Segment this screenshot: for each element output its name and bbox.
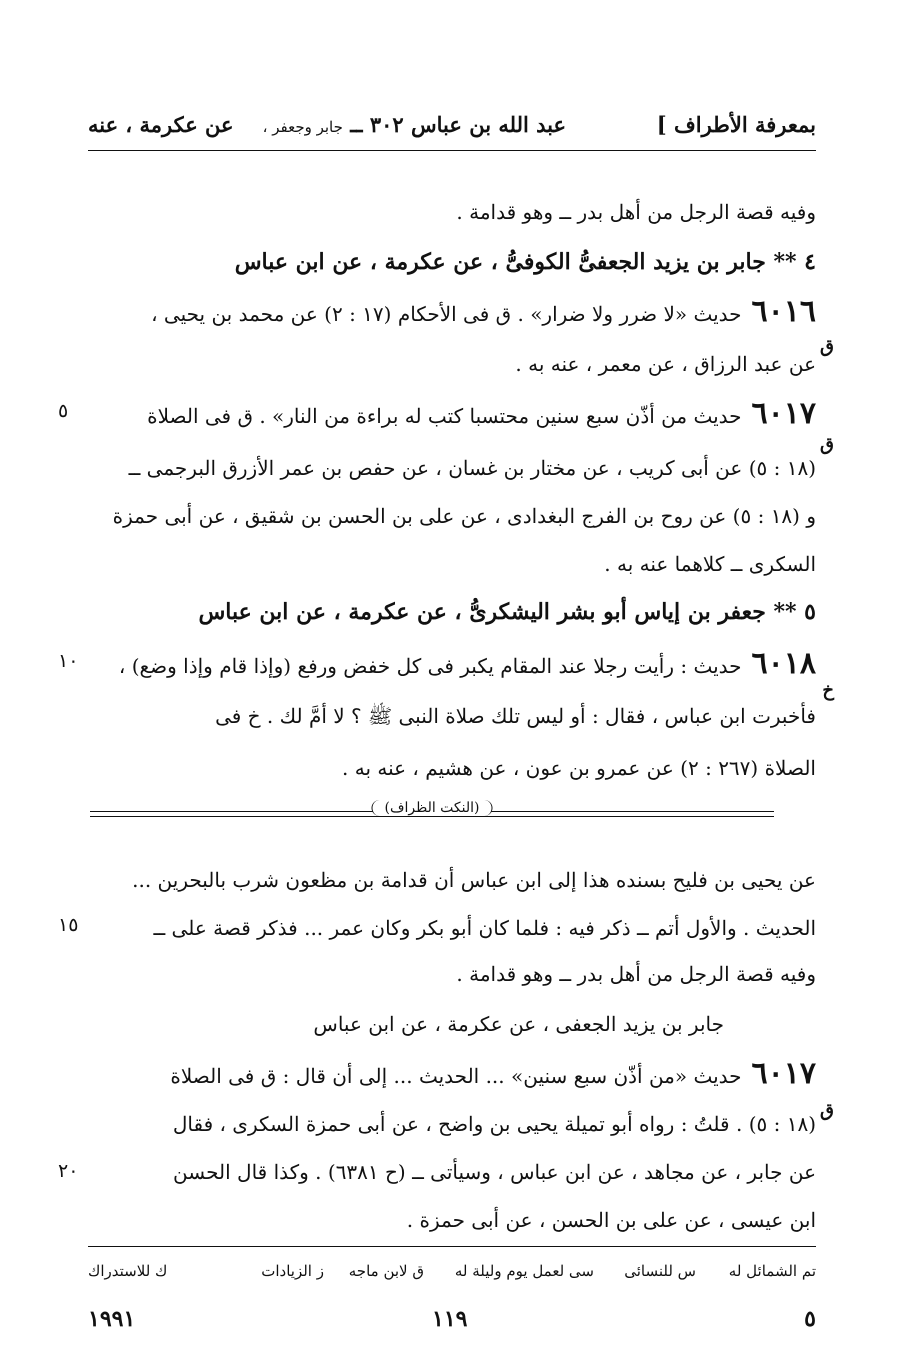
note-line: الحديث . والأول أتم ــ ذكر فيه : فلما كان أبو بكر وكان عمر ... فذكر قصة على ــ <box>153 916 816 940</box>
legend-item: سى لعمل يوم وليلة له <box>454 1262 594 1280</box>
hadith-number: ٦٠١٨ <box>751 646 816 681</box>
page-number-center: ١١٩ <box>432 1306 468 1332</box>
legend-item: ق لابن ماجه <box>348 1262 424 1280</box>
header-rule <box>88 150 816 151</box>
sigil-ibn-majah: ق <box>820 336 834 357</box>
sigil-ibn-majah: ق <box>820 1100 834 1121</box>
legend-item: س للنسائى <box>624 1262 696 1280</box>
main-line: الصلاة (٢٦٧ : ٢) عن عمرو بن عون ، عن هشيم ، عنه به . <box>342 756 816 780</box>
legend-item: ك للاستدراك <box>88 1262 168 1280</box>
note-line: ابن عيسى ، عن على بن الحسن ، عن أبى حمزة . <box>406 1208 816 1232</box>
header-center-sub: جابر وجعفر ، <box>262 118 343 136</box>
narrator-heading-jabir: ٤ ** جابر بن يزيد الجعفىُّ الكوفىُّ ، عن عكرمة ، عن ابن عباس <box>234 249 816 275</box>
main-line: عن عبد الرزاق ، عن معمر ، عنه به . <box>515 352 816 376</box>
note-hadith-6017-line <box>116 1058 816 1092</box>
line-number: ٢٠ <box>58 1160 79 1182</box>
header-center-title <box>263 112 566 137</box>
page-number-left: ١٩٩١ <box>88 1306 136 1332</box>
narrator-heading-jafar: ٥ ** جعفر بن إياس أبو بشر اليشكرىُّ ، عن عكرمة ، عن ابن عباس <box>198 599 816 625</box>
hadith-6018-line <box>116 648 816 682</box>
divider-label: (النكت الظراف) <box>372 800 493 816</box>
main-line: فأخبرت ابن عباس ، فقال : أو ليس تلك صلاة النبى ﷺ ؟ لا أمَّ لك . خ فى <box>215 704 816 728</box>
hadith-text: حديث : رأيت رجلا عند المقام يكبر فى كل خفض ورفع (وإذا قام وإذا وضع) ، <box>118 654 742 678</box>
main-line: وفيه قصة الرجل من أهل بدر ــ وهو قدامة . <box>456 200 816 224</box>
page-number-right: ٥ <box>804 1306 816 1332</box>
header-center-main: عبد الله بن عباس ٣٠٢ ــ <box>350 112 566 137</box>
sigil-bukhari: خ <box>822 680 834 701</box>
hadith-number: ٦٠١٦ <box>751 294 816 329</box>
hadith-6016-line <box>116 296 816 330</box>
footer-rule <box>88 1246 816 1247</box>
hadith-text: حديث من أذّن سبع سنين محتسبا كتب له براءة من النار» . ق فى الصلاة <box>147 404 742 428</box>
legend-item: تم الشمائل له <box>728 1262 816 1280</box>
main-line: و (١٨ : ٥) عن روح بن الفرج البغدادى ، عن على بن الحسن بن شقيق ، عن أبى حمزة <box>112 504 816 528</box>
note-text: حديث «من أذّن سبع سنين» ... الحديث ... إلى أن قال : ق فى الصلاة <box>170 1064 742 1088</box>
note-line: عن جابر ، عن مجاهد ، عن ابن عباس ، وسيأتى ــ (ح ٦٣٨١) . وكذا قال الحسن <box>173 1160 816 1184</box>
section-divider <box>90 800 774 828</box>
hadith-number: ٦٠١٧ <box>751 1056 816 1091</box>
line-number: ١٥ <box>58 914 79 936</box>
divider-rule <box>90 816 774 817</box>
sigil-ibn-majah: ق <box>820 434 834 455</box>
main-line: السكرى ــ كلاهما عنه به . <box>604 552 816 576</box>
main-line: (١٨ : ٥) عن أبى كريب ، عن مختار بن غسان ، عن حفص بن عمر الأزرق البرجمى ــ <box>128 456 816 480</box>
hadith-number: ٦٠١٧ <box>751 396 816 431</box>
header-right-title: بمعرفة الأطراف ] <box>656 112 816 137</box>
note-line: (١٨ : ٥) . قلتُ : رواه أبو تميلة يحيى بن واضح ، عن أبى حمزة السكرى ، فقال <box>172 1112 816 1136</box>
running-header <box>88 106 816 150</box>
hadith-text: حديث «لا ضرر ولا ضرار» . ق فى الأحكام (١٧ : ٢) عن محمد بن يحيى ، <box>151 302 742 326</box>
line-number: ٥ <box>58 400 69 422</box>
note-narrator-heading: جابر بن يزيد الجعفى ، عن عكرمة ، عن ابن عباس <box>313 1012 724 1036</box>
line-number: ١٠ <box>58 650 79 672</box>
note-line: عن يحيى بن فليح بسنده هذا إلى ابن عباس أن قدامة بن مظعون شرب بالبحرين ... <box>132 868 816 892</box>
note-line: وفيه قصة الرجل من أهل بدر ــ وهو قدامة . <box>456 962 816 986</box>
hadith-6017-line <box>116 398 816 432</box>
legend-item: ز الزيادات <box>261 1262 324 1280</box>
header-left-title: عن عكرمة ، عنه <box>88 112 234 137</box>
